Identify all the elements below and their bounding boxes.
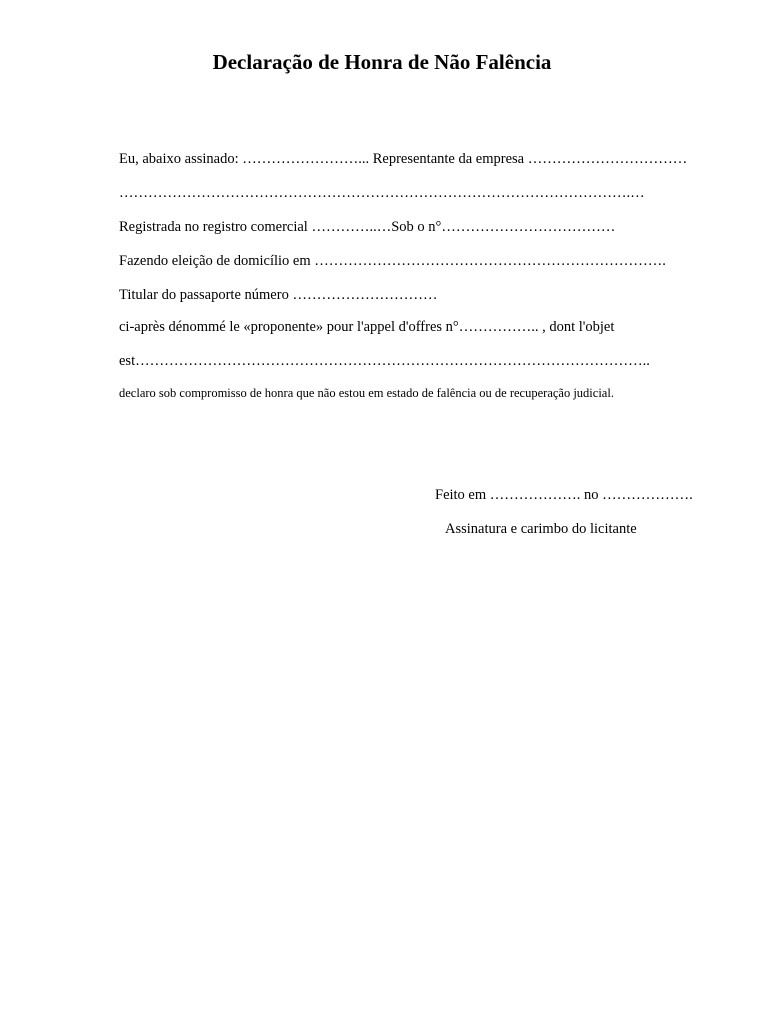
tender-reference-line: ci-après dénommé le «proponente» pour l'appel d'offres n°…………….. , dont l'objet xyxy=(119,319,615,335)
declarant-name-line: Eu, abaixo assinado: ……………………... Representante da empresa …………………………… xyxy=(119,151,688,167)
commercial-registry-line: Registrada no registro comercial …………..…Sob o n°……………………………… xyxy=(119,219,616,235)
place-date-line: Feito em ………………. no ………………. xyxy=(435,487,693,503)
passport-line: Titular do passaporte número ………………………… xyxy=(119,287,438,303)
tender-object-line: est…………………………………………………………………………………………….. xyxy=(119,353,650,369)
declaration-statement: declaro sob compromisso de honra que não estou em estado de falência ou de recuperação judicial. xyxy=(119,386,614,400)
domicile-line: Fazendo eleição de domicílio em ………………………………………………………………. xyxy=(119,253,666,269)
signature-label: Assinatura e carimbo do licitante xyxy=(445,521,637,537)
company-continuation-line: …………………………………………………………………………………………….… xyxy=(119,185,645,201)
document-title: Declaração de Honra de Não Falência xyxy=(212,50,552,74)
